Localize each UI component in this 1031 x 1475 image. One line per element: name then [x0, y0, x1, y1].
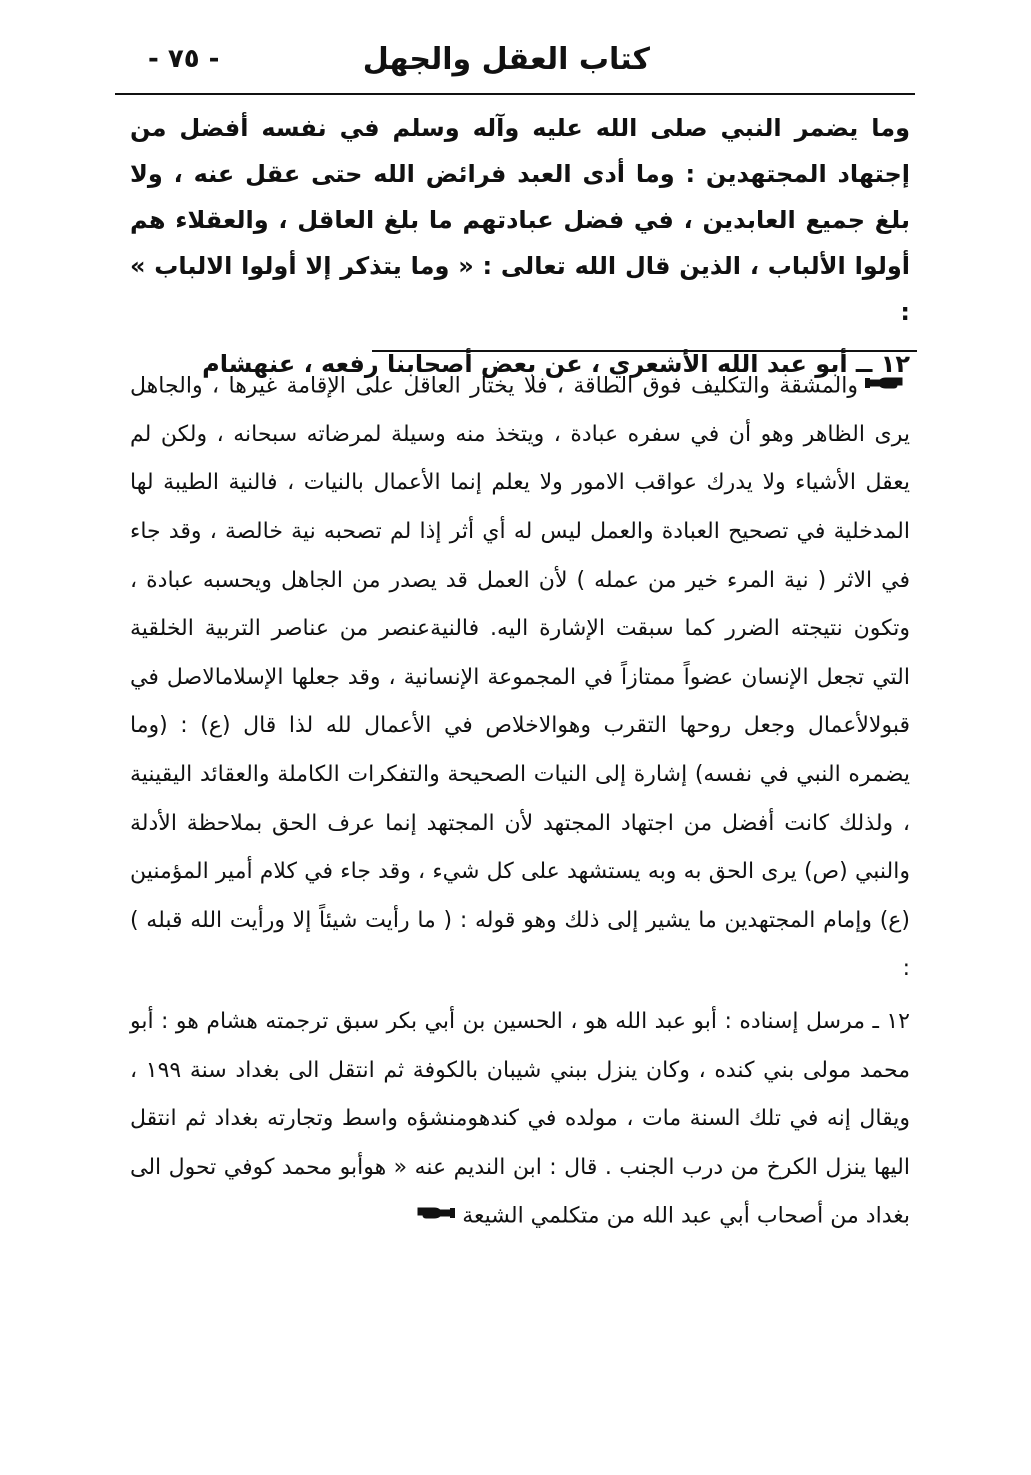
- note-paragraph: والمشقة والتكليف فوق الطاقة ، فلا يختار العاقل على الإقامة غيرها ، والجاهل يرى الظاهر وهو أن في سفره عبادة ، ويتخذ منه وسيلة لمرضاته سبحانه ، ولكن لم يعقل الأشياء ولا يدرك عواقب الامور ولا يعلم إنما الأعمال بالنيات ، فالنية الطيبة لها المدخلية في تصحيح العبادة والعمل ليس له أي أثر إذا لم تصحبه نية خالصة ، وقد جاء في الاثر ( نية المرء خير من عمله ) لأن العمل قد يصدر من الجاهل ويحسبه عبادة ، وتكون نتيجته الضرر كما سبقت الإشارة اليه. فالنيةعنصر من عناصر التربية الخلقية التي تجعل الإنسان عضواً ممتازاً في المجموعة الإنسانية ، وقد جعلها الإسلامالاصل في قبولالأعمال وجعل روحها التقرب وهوالاخلاص في الأعمال لله لذا قال (ع) : (وما يضمره النبي في نفسه) إشارة إلى النيات الصحيحة والتفكرات الكاملة والعقائد اليقينية ، ولذلك كانت أفضل من اجتهاد المجتهد لأن المجتهد إنما عرف الحق بملاحظة الأدلة والنبي (ص) يرى الحق به وبه يستشهد على كل شيء ، وقد جاء في كلام أمير المؤمنين (ع) وإمام المجتهدين ما يشير إلى ذلك وهو قوله : ( ما رأيت شيئاً إلا ورأيت الله قبله ) :: [130, 362, 910, 994]
- note-paragraph: ١٢ ـ مرسل إسناده : أبو عبد الله هو ، الحسين بن أبي بكر سبق ترجمته هشام هو : أبو محمد مولى بني كنده ، وكان ينزل ببني شيبان بالكوفة ثم انتقل الى بغداد سنة ١٩٩ ، ويقال إنه في تلك السنة مات ، مولده في كندهومنشؤه واسط وتجارته بغداد ثم انتقل اليها ينزل الكرخ من درب الجنب . قال : ابن النديم عنه « هوأبو محمد كوفي تحول الى بغداد من أصحاب أبي عبد الله من متكلمي الشيعة: [130, 998, 910, 1241]
- main-paragraph: وما يضمر النبي صلى الله عليه وآله وسلم في نفسه أفضل من إجتهاد المجتهدين : وما أدى العبد فرائض الله حتى عقل عنه ، ولا بلغ جميع العابدين ، في فضل عبادتهم ما بلغ العاقل ، والعقلاء هم أولوا الألباب ، الذين قال الله تعالى : « وما يتذكر إلا أولوا الالباب » :: [130, 114, 910, 326]
- main-text: [130, 105, 910, 387]
- header-divider: [115, 93, 915, 95]
- pointing-hand-icon: [864, 362, 904, 411]
- footnote-divider: [372, 350, 917, 352]
- page-header: [130, 38, 910, 88]
- book-title: كتاب العقل والجهل: [362, 42, 650, 77]
- page-number: - ٧٥ -: [148, 44, 220, 74]
- main-paragraph: ١٢ ــ أبو عبد الله الأشعري ، عن بعض أصحابنا رفعه ، عنهشام: [202, 350, 910, 378]
- commentary-notes: [130, 362, 910, 1241]
- pointing-hand-icon: [416, 1192, 456, 1241]
